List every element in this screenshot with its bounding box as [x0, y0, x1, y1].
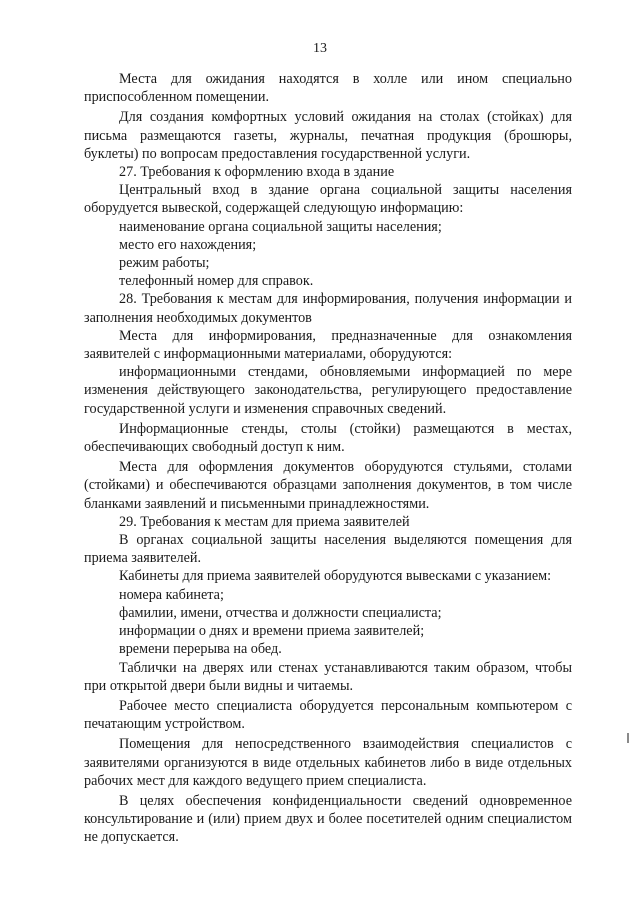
paragraph: Рабочее место специалиста оборудуется персональным компьютером с печатающим устройством.	[84, 697, 572, 733]
paragraph: Информационные стенды, столы (стойки) размещаются в местах, обеспечивающих свободный доступ к ним.	[84, 420, 572, 456]
paragraph: Для создания комфортных условий ожидания на столах (стойках) для письма размещаются газеты, журналы, печатная продукция (брошюры, буклеты) по вопросам предоставления государственной услуги.	[84, 109, 572, 162]
list-item: место его нахождения;	[119, 236, 257, 253]
list-item: номера кабинета;	[119, 586, 224, 603]
list-item: информации о днях и времени приема заявителей;	[119, 623, 425, 640]
paragraph: Места для информирования, предназначенные для ознакомления заявителей с информационными материалами, оборудуются:	[84, 327, 572, 363]
paragraph: Места для оформления документов оборудуются стульями, столами (стойками) и обеспечиваются образцами заполнения документов, в том числе бланками заявлений и письменными принадлежностями.	[84, 459, 572, 512]
paragraph: Кабинеты для приема заявителей оборудуются вывесками с указанием:	[119, 568, 552, 585]
paragraph: Места для ожидания находятся в холле или ином специально приспособленном помещении.	[84, 71, 572, 106]
list-item: наименование органа социальной защиты населения;	[119, 218, 442, 235]
document-body	[84, 70, 572, 847]
section-heading: 27. Требования к оформлению входа в здание	[119, 164, 395, 181]
page-number: 13	[313, 41, 327, 56]
paragraph: В органах социальной защиты населения выделяются помещения для приема заявителей.	[84, 532, 572, 567]
list-item: фамилии, имени, отчества и должности специалиста;	[119, 604, 442, 621]
paragraph: Таблички на дверях или стенах устанавливаются таким образом, чтобы при открытой двери были видны и читаемы.	[84, 659, 572, 694]
list-item: времени перерыва на обед.	[119, 641, 282, 658]
section-heading: 28. Требования к местам для информирования, получения информации и заполнения необходимых документов	[84, 291, 572, 326]
paragraph: Помещения для непосредственного взаимодействия специалистов с заявителями организуются в виде отдельных кабинетов либо в виде отдельных рабочих мест для каждого ведущего прием специалиста.	[84, 736, 572, 789]
paragraph: Центральный вход в здание органа социальной защиты населения оборудуется вывеской, содержащей следующую информацию:	[84, 182, 572, 217]
list-item: телефонный номер для справок.	[119, 273, 314, 290]
section-heading: 29. Требования к местам для приема заявителей	[119, 513, 410, 530]
list-item: режим работы;	[119, 255, 210, 272]
paragraph: В целях обеспечения конфиденциальности сведений одновременное консультирование и (или) прием двух и более посетителей одним специалистом не допускается.	[84, 792, 572, 846]
scan-mark	[627, 733, 629, 743]
paragraph: информационными стендами, обновляемыми информацией по мере изменения действующего законодательства, регулирующего предоставление государственной услуги и изменения справочных сведений.	[84, 364, 572, 417]
